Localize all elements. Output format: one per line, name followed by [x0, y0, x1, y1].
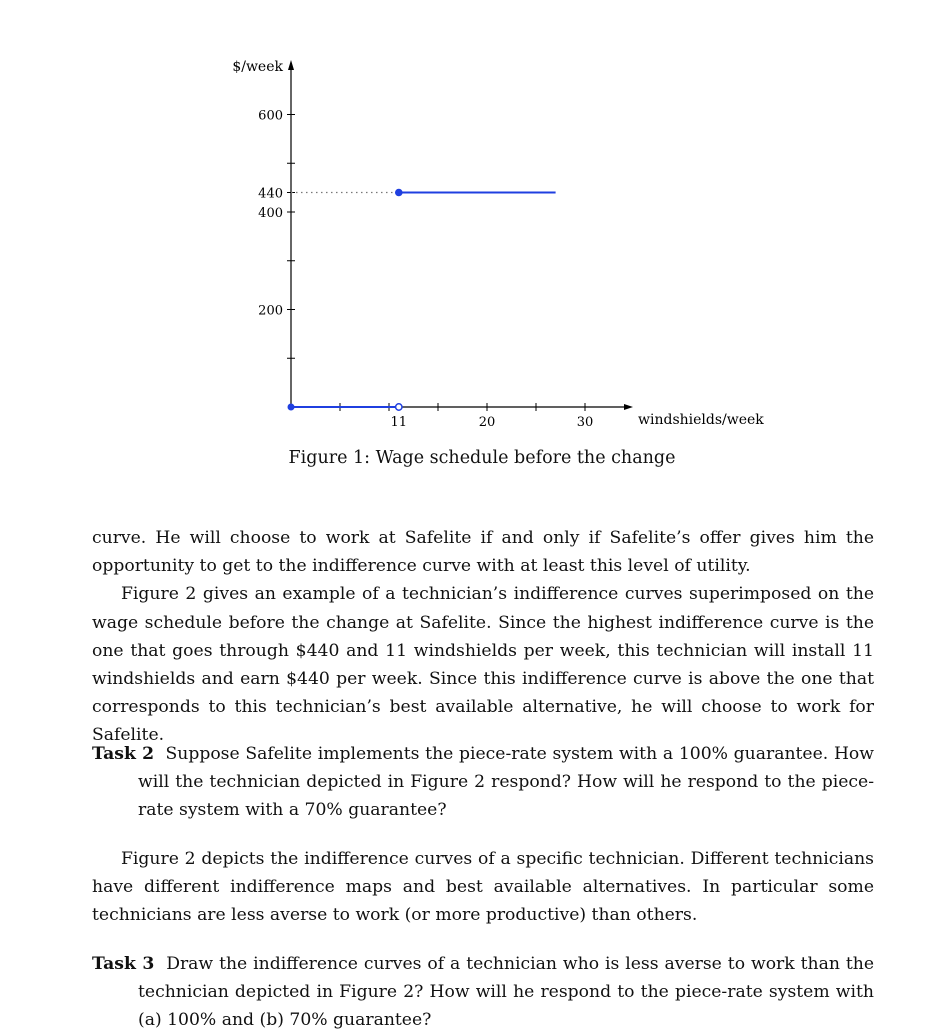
paragraph-2-text: Figure 2 gives an example of a technician’s indifference curves superimposed on the wage schedule before the change at Safelite. Since the highest indifference curve is the one that goes through $440 and 11 windshields per week, this technician will install 11 windshields and earn $440 per week. Since this indifference curve is above the one that corresponds to this technician’s best available alternative, he will choose to work for Safelite.: [92, 584, 874, 746]
x-tick-label-30: 30: [576, 415, 594, 430]
paragraph-1-text: curve. He will choose to work at Safelite if and only if Safelite’s offer gives him the opportunity to get to the indifference curve with at least this level of utility.: [92, 528, 874, 577]
open-endpoint: [396, 404, 402, 410]
paragraph-3: [92, 845, 874, 930]
paragraph-1: [92, 524, 874, 750]
closed-endpoint: [395, 189, 403, 197]
task-3: [92, 950, 874, 1035]
paragraph-3-text: Figure 2 depicts the indifference curves of a specific technician. Different technicians have different indifference maps and best available alternatives. In particular some technicians are less averse to work (or more productive) than others.: [92, 849, 874, 926]
y-tick-label-400: 400: [258, 206, 283, 221]
figure-caption: Figure 1: Wage schedule before the change: [288, 448, 676, 468]
x-axis-label: windshields/week: [638, 412, 764, 428]
task-3-text: Draw the indifference curves of a technician who is less averse to work than the technician depicted in Figure 2? How will he respond to the piece-rate system with (a) 100% and (b) 70% guarantee?: [138, 954, 874, 1031]
y-axis-label: $/week: [232, 59, 283, 75]
y-tick-label-600: 600: [258, 108, 283, 124]
origin-point: [288, 404, 295, 411]
y-tick-label-200: 200: [258, 303, 283, 319]
x-tick-label-20: 20: [478, 415, 496, 430]
figure-1: [0, 0, 926, 480]
x-axis-arrow: [624, 404, 633, 410]
task-2: [92, 740, 874, 825]
wage-chart: [0, 0, 926, 440]
task-2-text: Suppose Safelite implements the piece-rate system with a 100% guarantee. How will the technician depicted in Figure 2 respond? How will he respond to the piece-rate system with a 70% guarantee?: [138, 744, 874, 821]
x-tick-label-11: 11: [390, 415, 408, 430]
task-3-label: Task 3: [92, 954, 155, 974]
y-tick-label-440: 440: [258, 186, 283, 202]
y-axis-arrow: [288, 60, 294, 70]
task-2-label: Task 2: [92, 744, 155, 764]
